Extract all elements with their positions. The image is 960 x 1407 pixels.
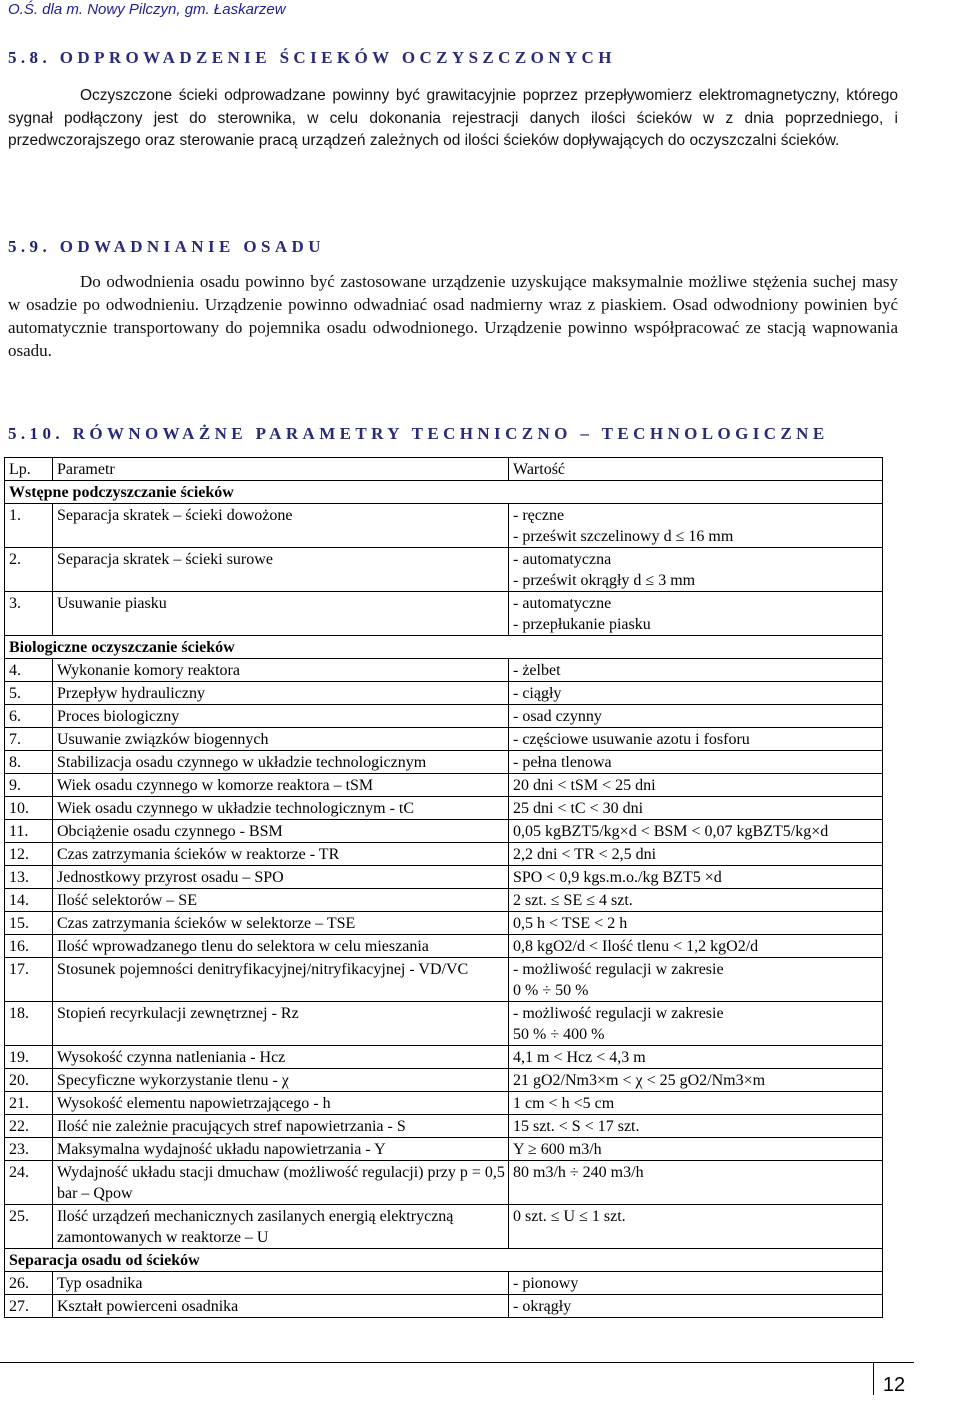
table-row (5, 912, 883, 935)
table-row (5, 935, 883, 958)
section-number: 5.8. (8, 48, 52, 67)
section-5-8-text: Oczyszczone ścieki odprowadzane powinny być grawitacyjnie poprzez przepływomierz elektromagnetyczny, którego sygnał podłączony jest do sterownika, w celu dokonania rejestracji danych ilości ścieków w z dnia poprzedniego, i przedwczorajszego oraz sterowanie pracą urządzeń zależnych od ilości ścieków dopływających do oczyszczalni ścieków. (8, 87, 898, 149)
row-value-line: 4,1 m < Hcz < 4,3 m (513, 1049, 646, 1066)
row-parameter: Stopień recyrkulacji zewnętrznej - Rz (53, 1002, 509, 1046)
row-value-line: - prześwit szczelinowy d ≤ 16 mm (513, 528, 734, 545)
row-value-line: - częściowe usuwanie azotu i fosforu (513, 731, 750, 748)
table-row (5, 751, 883, 774)
table-row (5, 1138, 883, 1161)
row-number: 3. (5, 592, 53, 636)
row-value (509, 1002, 883, 1046)
row-number: 22. (5, 1115, 53, 1138)
row-number: 13. (5, 866, 53, 889)
row-value-line: 80 m3/h ÷ 240 m3/h (513, 1164, 644, 1181)
table-row (5, 1161, 883, 1205)
table-row (5, 1069, 883, 1092)
row-value-line: 2 szt. ≤ SE ≤ 4 szt. (513, 892, 633, 909)
table-row (5, 705, 883, 728)
row-parameter: Przepływ hydrauliczny (53, 682, 509, 705)
section-5-9-text: Do odwodnienia osadu powinno być zastosowane urządzenie uzyskujące maksymalnie możliwe stężenia suchej masy w osadzie po odwodnieniu. Urządzenie powinno odwadniać osad nadmierny wraz z piaskiem. Osad odwodniony powinien być automatycznie transportowany do pojemnika osadu odwodnionego. Urządzenie powinno współpracować ze stacją wapnowania osadu. (8, 272, 898, 360)
row-value (509, 935, 883, 958)
row-value (509, 912, 883, 935)
row-parameter: Wysokość elementu napowietrzającego - h (53, 1092, 509, 1115)
row-value-line: 0 % ÷ 50 % (513, 982, 589, 999)
row-value-line: - ręczne (513, 507, 565, 524)
row-value-line: - przepłukanie piasku (513, 616, 651, 633)
section-number: 5.9. (8, 237, 52, 256)
row-parameter: Wiek osadu czynnego w układzie technologicznym - tC (53, 797, 509, 820)
header-parameter: Parametr (53, 458, 509, 481)
page-number: 12 (873, 1362, 914, 1395)
row-number: 21. (5, 1092, 53, 1115)
table-section-row (5, 481, 883, 504)
table-row (5, 889, 883, 912)
row-value (509, 659, 883, 682)
table-row (5, 797, 883, 820)
row-value-line: - ciągły (513, 685, 562, 702)
row-value (509, 592, 883, 636)
table-header-row (5, 458, 883, 481)
row-value (509, 504, 883, 548)
footer-rule (0, 1362, 873, 1363)
table-row (5, 728, 883, 751)
row-number: 11. (5, 820, 53, 843)
row-value-line: - prześwit okrągły d ≤ 3 mm (513, 572, 696, 589)
row-value-line: 0,5 h < TSE < 2 h (513, 915, 628, 932)
row-parameter: Wydajność układu stacji dmuchaw (możliwość regulacji) przy p = 0,5 bar – Qpow (53, 1161, 509, 1205)
row-parameter: Czas zatrzymania ścieków w selektorze – TSE (53, 912, 509, 935)
row-value (509, 682, 883, 705)
row-value-line: 2,2 dni < TR < 2,5 dni (513, 846, 657, 863)
row-number: 15. (5, 912, 53, 935)
row-value-line: 21 gO2/Nm3×m < χ < 25 gO2/Nm3×m (513, 1072, 766, 1089)
table-section-row (5, 636, 883, 659)
row-value-line: 0 szt. ≤ U ≤ 1 szt. (513, 1208, 626, 1225)
row-parameter: Ilość urządzeń mechanicznych zasilanych energią elektryczną zamontowanych w reaktorze – U (53, 1205, 509, 1249)
table-row (5, 774, 883, 797)
row-value (509, 751, 883, 774)
row-number: 14. (5, 889, 53, 912)
row-parameter: Ilość nie zależnie pracujących stref napowietrzania - S (53, 1115, 509, 1138)
row-value (509, 889, 883, 912)
row-parameter: Stosunek pojemności denitryfikacyjnej/nitryfikacyjnej - VD/VC (53, 958, 509, 1002)
row-value (509, 1092, 883, 1115)
table-row (5, 1295, 883, 1318)
table-row (5, 659, 883, 682)
table-row (5, 548, 883, 592)
row-number: 12. (5, 843, 53, 866)
row-value (509, 866, 883, 889)
row-value-line: - możliwość regulacji w zakresie (513, 961, 724, 978)
row-value-line: - automatyczne (513, 595, 612, 612)
row-value-line: Y ≥ 600 m3/h (513, 1141, 602, 1158)
header-lp: Lp. (5, 458, 53, 481)
table-row (5, 592, 883, 636)
row-value-line: - żelbet (513, 662, 561, 679)
row-parameter: Maksymalna wydajność układu napowietrzania - Y (53, 1138, 509, 1161)
row-value (509, 1272, 883, 1295)
row-number: 23. (5, 1138, 53, 1161)
row-value-line: 50 % ÷ 400 % (513, 1026, 605, 1043)
row-value (509, 1295, 883, 1318)
row-value-line: - osad czynny (513, 708, 602, 725)
row-value-line: 20 dni < tSM < 25 dni (513, 777, 656, 794)
row-value-line: - możliwość regulacji w zakresie (513, 1005, 724, 1022)
row-parameter: Wysokość czynna natleniania - Hcz (53, 1046, 509, 1069)
row-parameter: Specyficzne wykorzystanie tlenu - χ (53, 1069, 509, 1092)
row-value (509, 820, 883, 843)
row-parameter: Separacja skratek – ścieki dowożone (53, 504, 509, 548)
row-parameter: Proces biologiczny (53, 705, 509, 728)
row-value (509, 548, 883, 592)
table-row (5, 1205, 883, 1249)
table-row (5, 1092, 883, 1115)
row-value (509, 1069, 883, 1092)
section-5-10-heading (8, 424, 829, 444)
row-number: 8. (5, 751, 53, 774)
row-parameter: Wykonanie komory reaktora (53, 659, 509, 682)
row-parameter: Czas zatrzymania ścieków w reaktorze - TR (53, 843, 509, 866)
row-parameter: Usuwanie piasku (53, 592, 509, 636)
row-number: 19. (5, 1046, 53, 1069)
row-parameter: Wiek osadu czynnego w komorze reaktora – tSM (53, 774, 509, 797)
row-value (509, 1138, 883, 1161)
row-value (509, 1205, 883, 1249)
row-value (509, 843, 883, 866)
row-value (509, 1115, 883, 1138)
row-value-line: - pionowy (513, 1275, 579, 1292)
row-number: 6. (5, 705, 53, 728)
section-label: Separacja osadu od ścieków (5, 1249, 883, 1272)
row-value-line: - okrągły (513, 1298, 572, 1315)
section-label: Wstępne podczyszczanie ścieków (5, 481, 883, 504)
row-parameter: Jednostkowy przyrost osadu – SPO (53, 866, 509, 889)
row-parameter: Obciążenie osadu czynnego - BSM (53, 820, 509, 843)
row-parameter: Usuwanie związków biogennych (53, 728, 509, 751)
row-number: 4. (5, 659, 53, 682)
row-number: 9. (5, 774, 53, 797)
table-row (5, 866, 883, 889)
table-row (5, 1272, 883, 1295)
table-section-row (5, 1249, 883, 1272)
section-number: 5.10. (8, 424, 64, 443)
section-title: ODWADNIANIE OSADU (59, 237, 325, 256)
row-number: 10. (5, 797, 53, 820)
row-value-line: 15 szt. < S < 17 szt. (513, 1118, 640, 1135)
row-value (509, 1046, 883, 1069)
section-label: Biologiczne oczyszczanie ścieków (5, 636, 883, 659)
row-value-line: SPO < 0,9 kgs.m.o./kg BZT5 ×d (513, 869, 722, 886)
row-number: 26. (5, 1272, 53, 1295)
document-header: O.Ś. dla m. Nowy Pilczyn, gm. Łaskarzew (8, 1, 286, 18)
row-value-line: 0,8 kgO2/d < Ilość tlenu < 1,2 kgO2/d (513, 938, 759, 955)
table-row (5, 1115, 883, 1138)
table-row (5, 843, 883, 866)
table-row (5, 1046, 883, 1069)
row-value-line: 0,05 kgBZT5/kg×d < BSM < 0,07 kgBZT5/kg×d (513, 823, 829, 840)
table-row (5, 682, 883, 705)
row-number: 20. (5, 1069, 53, 1092)
section-5-8-heading (8, 48, 616, 68)
row-number: 7. (5, 728, 53, 751)
row-value (509, 774, 883, 797)
row-number: 2. (5, 548, 53, 592)
row-parameter: Typ osadnika (53, 1272, 509, 1295)
table-row (5, 820, 883, 843)
row-number: 5. (5, 682, 53, 705)
row-value (509, 1161, 883, 1205)
row-number: 1. (5, 504, 53, 548)
row-parameter: Separacja skratek – ścieki surowe (53, 548, 509, 592)
row-parameter: Kształt powierceni osadnika (53, 1295, 509, 1318)
row-parameter: Ilość selektorów – SE (53, 889, 509, 912)
table-row (5, 1002, 883, 1046)
row-number: 17. (5, 958, 53, 1002)
row-value (509, 705, 883, 728)
header-value: Wartość (509, 458, 883, 481)
section-title: ODPROWADZENIE ŚCIEKÓW OCZYSZCZONYCH (59, 48, 616, 67)
row-number: 25. (5, 1205, 53, 1249)
row-number: 24. (5, 1161, 53, 1205)
row-value (509, 728, 883, 751)
row-number: 18. (5, 1002, 53, 1046)
row-value (509, 797, 883, 820)
row-value-line: 25 dni < tC < 30 dni (513, 800, 644, 817)
section-title: RÓWNOWAŻNE PARAMETRY TECHNICZNO – TECHNOLOGICZNE (72, 424, 829, 443)
row-parameter: Stabilizacja osadu czynnego w układzie technologicznym (53, 751, 509, 774)
row-value-line: 1 cm < h <5 cm (513, 1095, 615, 1112)
row-number: 16. (5, 935, 53, 958)
row-number: 27. (5, 1295, 53, 1318)
row-parameter: Ilość wprowadzanego tlenu do selektora w celu mieszania (53, 935, 509, 958)
table-row (5, 958, 883, 1002)
section-5-9-heading (8, 237, 325, 257)
table-row (5, 504, 883, 548)
row-value-line: - automatyczna (513, 551, 612, 568)
parameters-table (4, 457, 883, 1318)
row-value (509, 958, 883, 1002)
row-value-line: - pełna tlenowa (513, 754, 612, 771)
